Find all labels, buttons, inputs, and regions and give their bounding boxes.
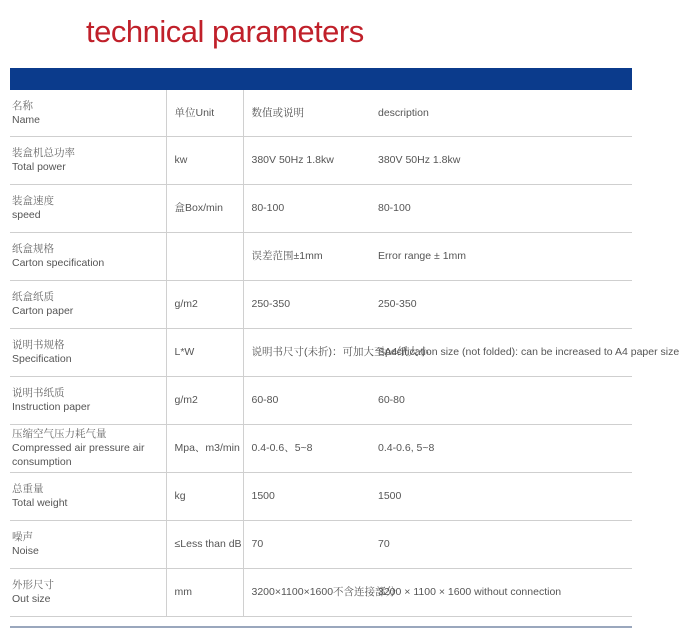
header-name-en: Name bbox=[12, 113, 41, 126]
row-name-cn: 纸盒规格 bbox=[12, 243, 54, 255]
row-description: 0.4-0.6, 5~8 bbox=[378, 424, 632, 472]
table-row bbox=[10, 568, 632, 616]
row-unit: kw bbox=[166, 136, 243, 184]
table-row bbox=[10, 232, 632, 280]
row-value: 380V 50Hz 1.8kw bbox=[243, 136, 378, 184]
row-unit: mm bbox=[166, 568, 243, 616]
header-name-cn: 名称 bbox=[12, 99, 33, 112]
row-description: Specification size (not folded): can be increased to A4 paper size bbox=[378, 328, 632, 376]
row-unit bbox=[166, 232, 243, 280]
row-description: 60-80 bbox=[378, 376, 632, 424]
row-name-cn: 说明书纸质 bbox=[12, 387, 65, 399]
row-value: 70 bbox=[243, 520, 378, 568]
row-name-cell bbox=[10, 232, 166, 280]
row-name-cn: 装盒速度 bbox=[12, 195, 54, 207]
row-unit: ≤Less than dB bbox=[166, 520, 243, 568]
row-description: Error range ± 1mm bbox=[378, 232, 632, 280]
row-unit: kg bbox=[166, 472, 243, 520]
row-name-en: Specification bbox=[12, 353, 72, 365]
header-unit: 单位Unit bbox=[166, 90, 243, 136]
row-unit: 盒Box/min bbox=[166, 184, 243, 232]
header-name-cell bbox=[10, 90, 166, 136]
table-row bbox=[10, 280, 632, 328]
row-value: 1500 bbox=[243, 472, 378, 520]
row-description: 380V 50Hz 1.8kw bbox=[378, 136, 632, 184]
row-name-cell bbox=[10, 184, 166, 232]
row-value: 误差范围±1mm bbox=[243, 232, 378, 280]
row-name-cell bbox=[10, 328, 166, 376]
row-name-en: Total power bbox=[12, 161, 66, 173]
row-unit: L*W bbox=[166, 328, 243, 376]
row-name-en: Carton specification bbox=[12, 257, 105, 269]
row-unit: g/m2 bbox=[166, 376, 243, 424]
row-name-en: Total weight bbox=[12, 497, 68, 509]
table-row bbox=[10, 136, 632, 184]
row-name-cn: 压缩空气压力耗气量 bbox=[12, 428, 107, 440]
row-name-cell bbox=[10, 520, 166, 568]
row-name-cell bbox=[10, 424, 166, 472]
row-name-cell bbox=[10, 280, 166, 328]
table-row bbox=[10, 184, 632, 232]
row-name-en: Out size bbox=[12, 593, 51, 605]
bottom-divider bbox=[10, 626, 632, 628]
header-value: 数值或说明 bbox=[243, 90, 378, 136]
row-name-cell bbox=[10, 376, 166, 424]
page-title: technical parameters bbox=[86, 14, 364, 49]
row-name-en: speed bbox=[12, 209, 41, 221]
row-unit: g/m2 bbox=[166, 280, 243, 328]
row-value: 说明书尺寸(未折)：可加大至A4纸大小 bbox=[243, 328, 378, 376]
row-name-cell bbox=[10, 136, 166, 184]
row-value: 60-80 bbox=[243, 376, 378, 424]
row-name-cn: 总重量 bbox=[12, 483, 44, 495]
table-row bbox=[10, 424, 632, 472]
row-name-cell bbox=[10, 472, 166, 520]
row-description: 250-350 bbox=[378, 280, 632, 328]
header-description: description bbox=[378, 90, 632, 136]
header-bar bbox=[10, 68, 632, 90]
row-name-cell bbox=[10, 568, 166, 616]
row-name-cn: 装盒机总功率 bbox=[12, 147, 75, 159]
row-name-en: Instruction paper bbox=[12, 401, 91, 413]
table-header-row bbox=[10, 90, 632, 136]
row-name-cn: 外形尺寸 bbox=[12, 579, 54, 591]
row-value: 0.4-0.6、5~8 bbox=[243, 424, 378, 472]
row-description: 1500 bbox=[378, 472, 632, 520]
table-row bbox=[10, 376, 632, 424]
row-value: 80-100 bbox=[243, 184, 378, 232]
row-name-cn: 说明书规格 bbox=[12, 339, 65, 351]
row-value: 3200×1100×1600不含连接部分 bbox=[243, 568, 378, 616]
row-name-cn: 噪声 bbox=[12, 531, 33, 543]
row-name-en: Compressed air pressure air consumption bbox=[12, 442, 145, 468]
row-name-en: Noise bbox=[12, 545, 39, 557]
row-unit: Mpa、m3/min bbox=[166, 424, 243, 472]
row-name-cn: 纸盒纸质 bbox=[12, 291, 54, 303]
table-row bbox=[10, 520, 632, 568]
row-description: 80-100 bbox=[378, 184, 632, 232]
row-value: 250-350 bbox=[243, 280, 378, 328]
row-description: 3200 × 1100 × 1600 without connection bbox=[378, 568, 632, 616]
row-description: 70 bbox=[378, 520, 632, 568]
row-name-en: Carton paper bbox=[12, 305, 74, 317]
table-row bbox=[10, 328, 632, 376]
table-row bbox=[10, 472, 632, 520]
parameters-table bbox=[10, 90, 679, 617]
